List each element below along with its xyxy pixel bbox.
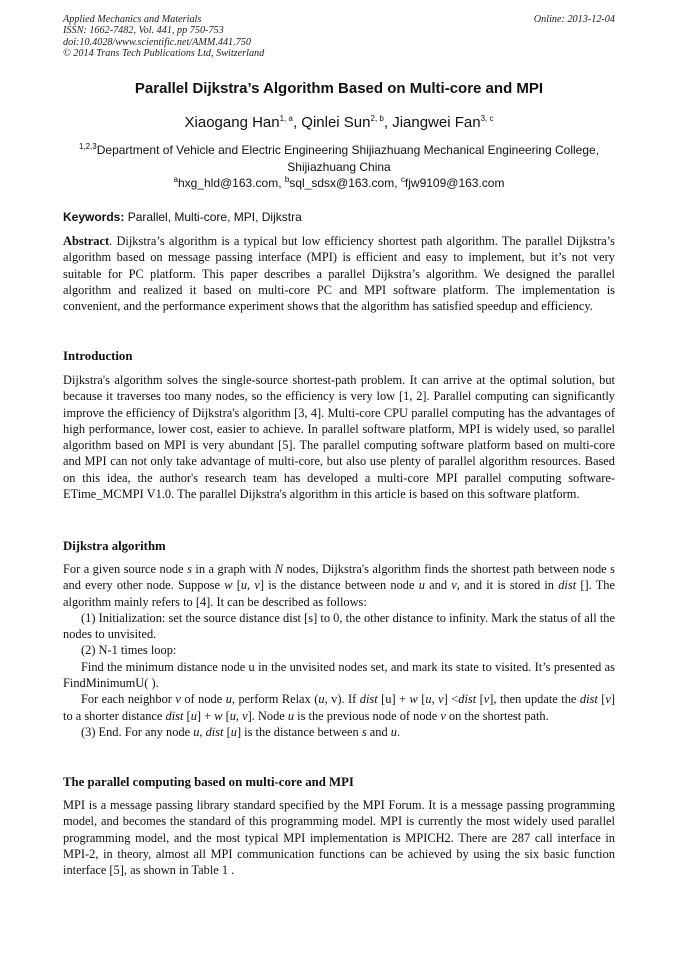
journal-name: Applied Mechanics and Materials [63,14,202,25]
email-sup: c [400,175,405,184]
author-affil-sup: 1, a [279,114,293,123]
author-affil-sup: 2, b [370,114,384,123]
parallel-text: MPI is a message passing library standard specified by the MPI Forum. It is a message passing programming model, and becomes the standard of this programming model. MPI is currently the most widely used parallel programming model, and the most typical MPI implementation is MPICH2. There are 287 call interface in MPI-2, in theory, almost all MPI communication functions can be achieved by using the six basic function interface [5], as shown in Table 1 . [63,798,615,878]
issn-line: ISSN: 1662-7482, Vol. 441, pp 750-753 [63,25,224,37]
email-address[interactable]: fjw9109@163.com [404,176,505,190]
dijkstra-step-2b: For each neighbor v of node u, perform Relax (u, v). If dist [u] + w [u, v] <dist [v], then update the dist [v] to a shorter distance dist [u] + w [u, v]. Node u is the previous node of node v on the shortest path. [63,692,616,723]
dijkstra-heading: Dijkstra algorithm [63,539,166,553]
keywords [63,210,615,224]
dijkstra-paragraph-1: For a given source node s in a graph with N nodes, Dijkstra's algorithm finds the shortest path between node s and every other node. Suppose w [u, v] is the distance between node u and v, and it is stored in dist []. The algorithm mainly refers to [4]. It can be described as follows: [63,562,615,609]
affiliation-text: Department of Vehicle and Electric Engineering Shijiazhuang Mechanical Engineering College, Shijiazhuang China [96,143,600,174]
author-affil-sup: 3, c [480,114,494,123]
introduction-heading: Introduction [63,349,133,363]
email-sup: b [284,175,290,184]
doi-line: doi:10.4028/www.scientific.net/AMM.441.750 [63,36,251,48]
dijkstra-step-2: (2) N-1 times loop: [81,643,177,658]
email-sup: a [173,175,178,184]
email-list: $^a$hxg_hld@163.com, $^b$sql_sdsx@163.com, $^c$fjw9109@163.com [173,175,505,190]
keywords-text: Parallel, Multi-core, MPI, Dijkstra [127,210,302,224]
affiliation [55,138,623,176]
online-date: Online: 2013-12-04 [533,14,615,25]
abstract-text: . Dijkstra’s algorithm is a typical but low efficiency shortest path algorithm. The parallel Dijkstra’s algorithm based on message passing interface (MPI) is efficient and easy to implement, but it’s not very suitable for PC platform. This paper describes a parallel Dijkstra’s algorithm. We designed the parallel algorithm and realized it based on multi-core PC and MPI software platform. The implementation is convenient, and the performance experiment shows that the algorithm has satisfied speedup and efficiency. [63,234,615,314]
email-address[interactable]: hxg_hld@163.com [177,176,279,190]
author-name: Qinlei Sun [301,114,371,131]
journal-header [63,14,615,60]
dijkstra-step-2a: Find the minimum distance node u in the unvisited nodes set, and mark its state to visited. It’s presented as FindMinimumU( ). [63,659,615,691]
copyright-line: © 2014 Trans Tech Publications Ltd, Switzerland [63,48,265,60]
affiliation-sup: 1,2,3 [78,142,97,151]
parallel-heading: The parallel computing based on multi-core and MPI [63,775,354,789]
dijkstra-body [63,561,615,740]
keywords-label: Keywords: [63,210,125,224]
abstract-label: Abstract [63,234,110,248]
email-address[interactable]: sql_sdsx@163.com [289,176,395,190]
dijkstra-step-1: (1) Initialization: set the source distance dist [s] to 0, the other distance to infinity. Mark the status of all the nodes to unvisited. [63,610,615,642]
author-list: Xiaogang Han$^{1, a}$, Qinlei Sun$^{2, b}$, Jiangwei Fan$^{3, c}$ [184,114,494,131]
paper-title: Parallel Dijkstra’s Algorithm Based on Multi-core and MPI [134,80,544,97]
introduction-text: Dijkstra's algorithm solves the single-source shortest-path problem. It can arrive at the optimal solution, but because it traverses too many nodes, so the efficiency is very low [1, 2]. Parallel computing can significantly improve the efficiency of Dijkstra's algorithm [3, 4]. Multi-core CPU parallel computing has the advantages of high performance, lower cost, easier to achieve. In parallel software platform, MPI is widely used, so parallel algorithm based on MPI is very abundant [5]. The parallel computing software platform based on multi-core and MPI can not only take advantage of multi-core, but also use plenty of parallel algorithm resources. Based on this idea, the author's research team has developed a multi-core MPI parallel computing software-ETime_MCMPI V1.0. The parallel Dijkstra's algorithm in this article is based on this software platform. [63,373,615,502]
dijkstra-step-3: (3) End. For any node u, dist [u] is the distance between s and u. [81,724,401,739]
author-name: Jiangwei Fan [392,114,481,131]
abstract [63,233,615,314]
author-name: Xiaogang Han [184,114,280,131]
